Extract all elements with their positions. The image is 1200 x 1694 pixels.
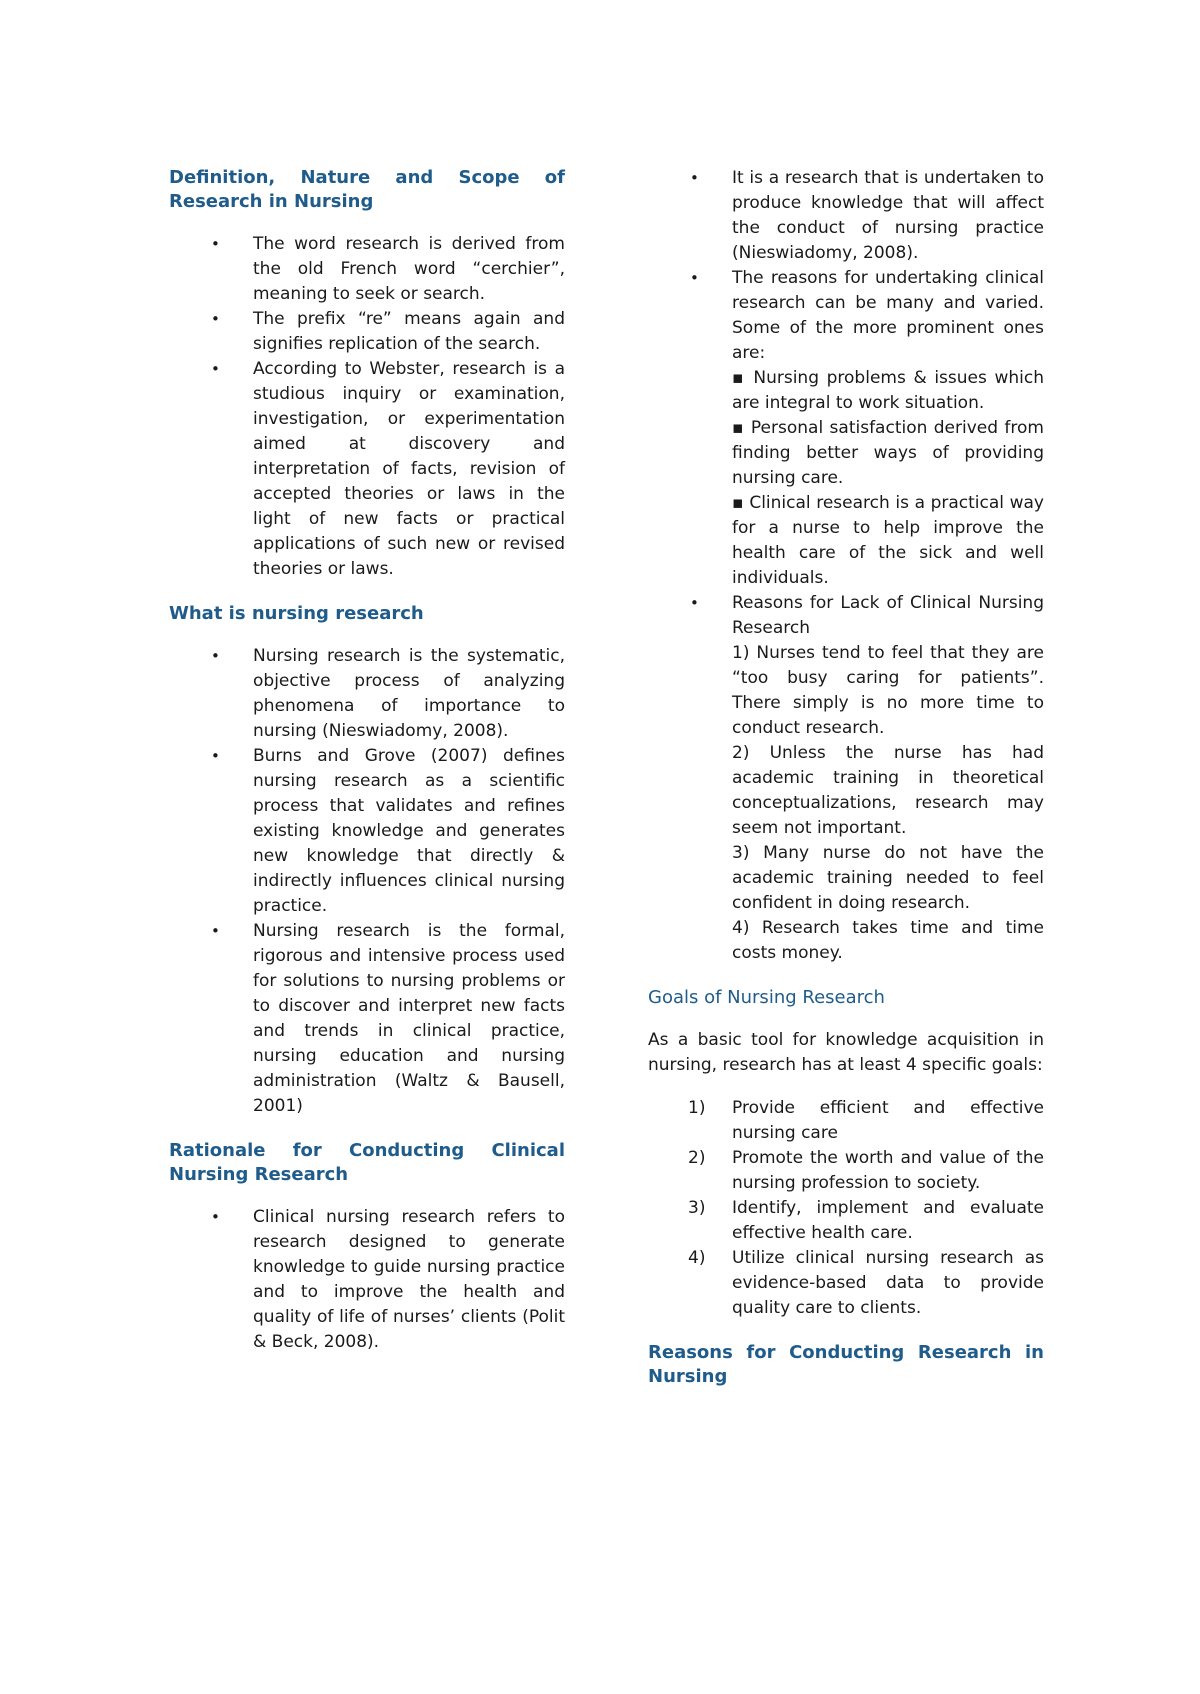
definition-list <box>169 232 565 582</box>
list-item: • It is a research that is undertaken to produce knowledge that will affect the conduct of nursing practice (Nieswiadomy, 2008). <box>690 168 1044 263</box>
sub-item: ▪ Personal satisfaction derived from finding better ways of providing nursing care. <box>732 418 1044 488</box>
goals-list <box>648 1096 1044 1321</box>
list-number: 2) <box>688 1148 706 1168</box>
bullet-icon: • <box>211 747 220 765</box>
heading-what-is-nursing-research: What is nursing research <box>169 603 424 624</box>
sub-item: 4) Research takes time and time costs money. <box>732 918 1044 963</box>
bullet-icon: • <box>690 594 699 612</box>
list-item: • Reasons for Lack of Clinical Nursing Research 1) Nurses tend to feel that they are “too busy caring for patients”. There simply is no more time to conduct research. 2) Unless the nurse has had academic training in theoretical conceptualizations, research may seem not important. 3) Many nurse do not have the academic training needed to feel confident in doing research. 4) Research takes time and time costs money. <box>648 591 1044 966</box>
list-item: 2) Promote the worth and value of the nursing profession to society. <box>688 1148 1044 1193</box>
bullet-icon: • <box>211 360 220 378</box>
list-item: 3) Identify, implement and evaluate effective health care. <box>688 1198 1044 1243</box>
list-item: • Nursing research is the formal, rigorous and intensive process used for solutions to nursing problems or to discover and interpret new facts and trends in clinical practice, nursing education and nursing administration (Waltz & Bausell, 2001) <box>211 921 565 1116</box>
bullet-icon: • <box>211 647 220 665</box>
heading-rationale: Rationale for Conducting Clinical Nursing Research <box>169 1140 565 1185</box>
sub-item: 3) Many nurse do not have the academic training needed to feel confident in doing research. <box>732 843 1044 913</box>
sub-item: 1) Nurses tend to feel that they are “too busy caring for patients”. There simply is no more time to conduct research. <box>732 643 1044 738</box>
bullet-icon: • <box>211 922 220 940</box>
list-number: 3) <box>688 1198 706 1218</box>
list-item: • According to Webster, research is a studious inquiry or examination, investigation, or experimentation aimed at discovery and interpretation of facts, revision of accepted theories or laws in the light of new facts or practical applications of such new or revised theories or laws. <box>211 359 565 579</box>
sub-item: ▪ Nursing problems & issues which are integral to work situation. <box>732 368 1044 413</box>
list-item: • The prefix “re” means again and signifies replication of the search. <box>211 309 565 354</box>
list-item: 4) Utilize clinical nursing research as evidence-based data to provide quality care to clients. <box>688 1248 1044 1318</box>
bullet-icon: • <box>690 169 699 187</box>
heading-goals: Goals of Nursing Research <box>648 987 885 1008</box>
sub-item: ▪ Clinical research is a practical way for a nurse to help improve the health care of the sick and well individuals. <box>732 493 1044 588</box>
heading-reasons-conducting: Reasons for Conducting Research in Nursing <box>648 1342 1044 1387</box>
list-number: 4) <box>688 1248 706 1268</box>
goals-intro: As a basic tool for knowledge acquisition in nursing, research has at least 4 specific goals: <box>648 1030 1044 1075</box>
list-item: • Burns and Grove (2007) defines nursing research as a scientific process that validates and refines existing knowledge and generates new knowledge that directly & indirectly influences clinical nursing practice. <box>211 746 565 916</box>
list-number: 1) <box>688 1098 706 1118</box>
list-item: • The reasons for undertaking clinical research can be many and varied. Some of the more prominent ones are: ▪ Nursing problems & issues which are integral to work situation. ▪ Personal satisfaction derived from finding better ways of providing nursing care. ▪ Clinical research is a practical way for a nurse to help improve the health care of the sick and well individuals. <box>648 266 1044 591</box>
clinical-research-list <box>648 166 1044 966</box>
sub-item: 2) Unless the nurse has had academic training in theoretical conceptualizations, research may seem not important. <box>732 743 1044 838</box>
list-item: • Clinical nursing research refers to research designed to generate knowledge to guide nursing practice and to improve the health and quality of life of nurses’ clients (Polit & Beck, 2008). <box>211 1207 565 1352</box>
what-is-list <box>169 644 565 1119</box>
list-item: • The word research is derived from the old French word “cerchier”, meaning to seek or search. <box>211 234 565 304</box>
heading-definition: Definition, Nature and Scope of Research in Nursing <box>169 167 565 212</box>
bullet-icon: • <box>690 269 699 287</box>
bullet-icon: • <box>211 1208 220 1226</box>
rationale-list <box>169 1205 565 1355</box>
bullet-icon: • <box>211 235 220 253</box>
list-item: • Nursing research is the systematic, objective process of analyzing phenomena of importance to nursing (Nieswiadomy, 2008). <box>211 646 565 741</box>
list-item: 1) Provide efficient and effective nursing care <box>688 1098 1044 1143</box>
bullet-icon: • <box>211 310 220 328</box>
right-column <box>648 166 1044 1407</box>
left-column <box>169 166 565 1355</box>
